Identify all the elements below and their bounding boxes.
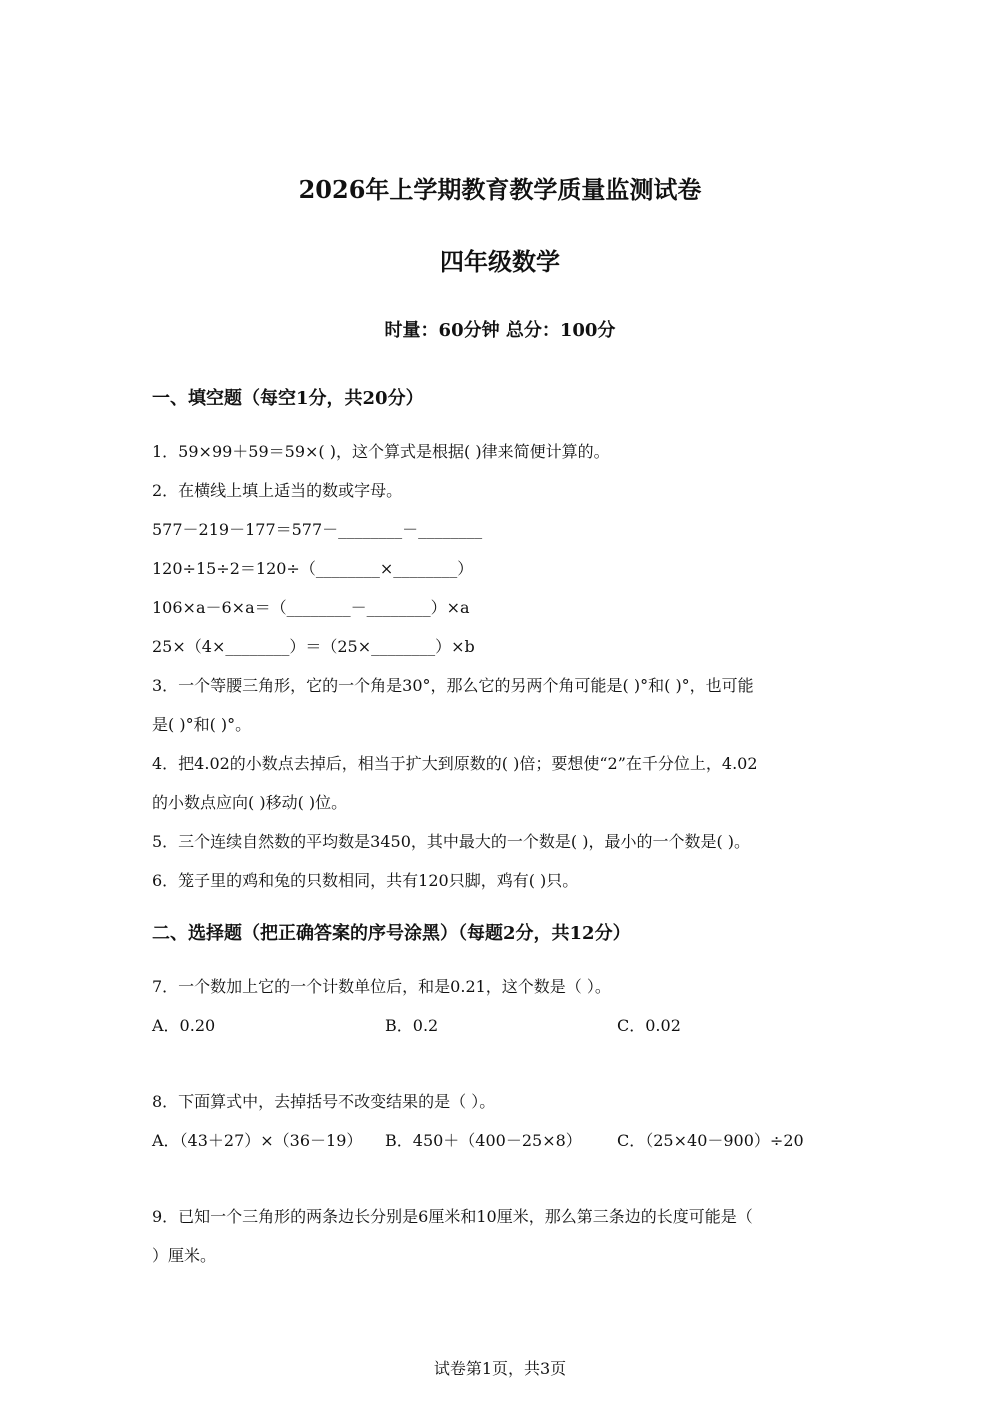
- exam-meta: 时量：60分钟 总分：100分: [384, 320, 616, 341]
- question-8-option-c: C．（25×40－900）÷20: [617, 1131, 804, 1150]
- exam-subject: 四年级数学: [440, 247, 560, 276]
- question-7-option-c: C．0.02: [617, 1016, 681, 1035]
- question-3-line-1: 3．一个等腰三角形，它的一个角是30°，那么它的另两个角可能是( )°和( )°，也可能: [152, 676, 754, 695]
- question-6: 6．笼子里的鸡和兔的只数相同，共有120只脚，鸡有( )只。: [152, 871, 579, 890]
- section-choice-heading: 二、选择题（把正确答案的序号涂黑）（每题2分，共12分）: [152, 923, 631, 944]
- question-2-line-b: 120÷15÷2＝120÷（________×________）: [152, 559, 474, 578]
- question-3-line-2: 是( )°和( )°。: [152, 715, 252, 734]
- question-8-option-a: A．（43＋27）×（36－19）: [152, 1131, 363, 1150]
- question-2-line-d: 25×（4×________）＝（25×________）×b: [152, 637, 475, 656]
- question-4-line-2: 的小数点应向( )移动( )位。: [152, 793, 348, 812]
- question-9-line-1: 9．已知一个三角形的两条边长分别是6厘米和10厘米，那么第三条边的长度可能是（: [152, 1207, 753, 1226]
- question-2-line-a: 577－219－177＝577－________－________: [152, 520, 483, 539]
- question-9-line-2: ）厘米。: [152, 1246, 217, 1265]
- page-footer: 试卷第1页，共3页: [433, 1359, 567, 1378]
- section-fill-in-heading: 一、填空题（每空1分，共20分）: [152, 388, 424, 409]
- question-2-line-c: 106×a－6×a＝（________－________）×a: [152, 598, 470, 617]
- question-4-line-1: 4．把4.02的小数点去掉后，相当于扩大到原数的( )倍；要想使“2”在千分位上，4.02: [152, 754, 758, 773]
- question-7-option-a: A．0.20: [152, 1016, 216, 1035]
- question-2: 2．在横线上填上适当的数或字母。: [152, 481, 403, 500]
- exam-title: 2026年上学期教育教学质量监测试卷: [298, 175, 702, 204]
- question-5: 5．三个连续自然数的平均数是3450，其中最大的一个数是( )，最小的一个数是( )。: [152, 832, 751, 851]
- question-1: 1．59×99＋59＝59×( )，这个算式是根据( )律来简便计算的。: [152, 442, 610, 461]
- question-8: 8．下面算式中，去掉括号不改变结果的是（ ）。: [152, 1092, 496, 1111]
- question-7-option-b: B．0.2: [385, 1016, 439, 1035]
- question-7: 7．一个数加上它的一个计数单位后，和是0.21，这个数是（ ）。: [152, 977, 611, 996]
- question-8-option-b: B．450＋（400－25×8）: [385, 1131, 582, 1150]
